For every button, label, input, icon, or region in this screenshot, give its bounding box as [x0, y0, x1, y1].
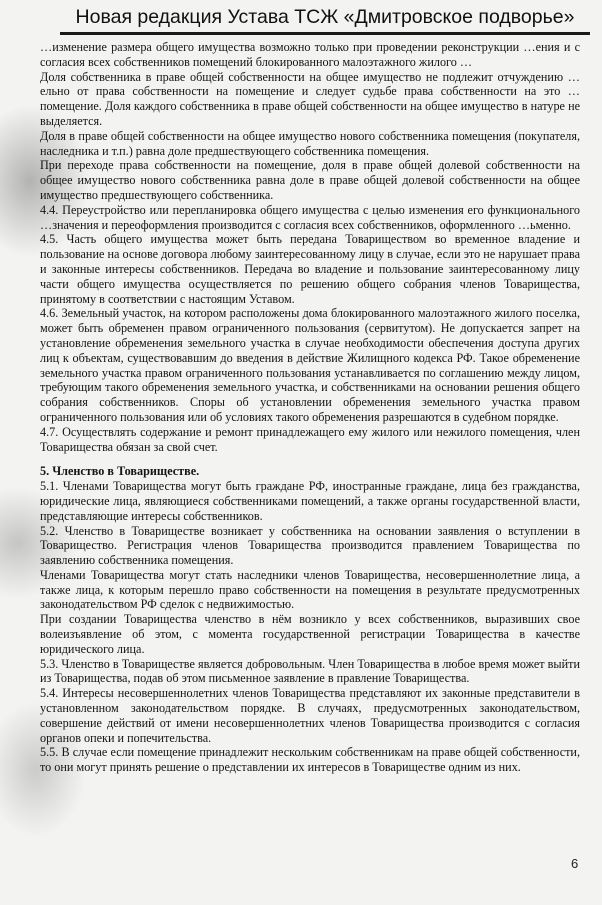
paragraph: 4.4. Переустройство или перепланировка общего имущества с целью изменения его функционального …значения и переоформления производится с согласия всех собственников, оформленного …ьменно. — [40, 202, 580, 232]
paragraph: При переходе права собственности на помещение, доля в праве общей долевой собственности на общее имущество нового собственника равна доле в праве общей долевой собственности на общее имущество предшествующего собственника. — [40, 158, 580, 202]
paragraph: 4.5. Часть общего имущества может быть передана Товариществом во временное владение и пользование на основе договора любому заинтересованному лицу в случае, если это не нарушает права и законные интересы собственников. Передача во владение и пользование заинтересованному лицу части общего имущества осуществляется по решению общего собрания членов Товарищества, принятому в соответствии с настоящим Уставом. — [40, 232, 580, 306]
paragraph: При создании Товарищества членство в нём возникло у всех собственников, выразивших свое волеизъявление об этом, с момента государственной регистрации Товарищества в качестве юридического лица. — [40, 612, 580, 656]
paragraph: 5.4. Интересы несовершеннолетних членов Товарищества представляют их законные представители в установленном законодательством порядке. В случаях, предусмотренных законодательством, совершение действий от имени несовершеннолетних членов Товарищества производится с согласия органов опеки и попечительства. — [40, 686, 580, 745]
paragraph: 4.6. Земельный участок, на котором расположены дома блокированного малоэтажного жилого поселка, может быть обременен правом ограниченного пользования (сервитутом). Не допускается запрет на установление обременения земельного участка в случае необходимости обеспечения доступа других лиц к объектам, существовавшим до введения в действие Жилищного кодекса РФ. Такое обременение земельного участка правом ограниченного пользования устанавливается по соглашению между лицом, требующим такого обременения земельного участка, и собственниками на основании решения общего собрания собственников. Споры об установлении обременения земельного участка правом ограниченного пользования или об условиях такого обременения разрешаются в судебном порядке. — [40, 306, 580, 424]
paragraph: 5.1. Членами Товарищества могут быть граждане РФ, иностранные граждане, лица без гражданства, юридические лица, являющиеся собственниками помещений, а также органы государственной власти, представляющие интересы собственников. — [40, 479, 580, 523]
paragraph: …изменение размера общего имущества возможно только при проведении реконструкции …ения и с согласия всех собственников помещений блокированного малоэтажного жилого … — [40, 40, 580, 69]
paragraph: 5.2. Членство в Товариществе возникает у собственника на основании заявления о вступлении в Товарищество. Регистрация членов Товарищества производится правлением Товарищества по заявлению собственника помещения. — [40, 523, 580, 568]
paragraph: 4.7. Осуществлять содержание и ремонт принадлежащего ему жилого или нежилого помещения, член Товарищества обязан за свой счет. — [40, 424, 580, 454]
paragraph: 5.5. В случае если помещение принадлежит нескольким собственникам на праве общей собственности, то они могут принять решение о представлении их интересов в Товариществе одним из них. — [40, 745, 580, 775]
document-header: Новая редакция Устава ТСЖ «Дмитровское подворье» — [60, 4, 590, 35]
paragraph: Доля в праве общей собственности на общее имущество нового собственника помещения (покупателя, наследника и т.п.) равна доле предшествующего собственника помещения. — [40, 128, 580, 158]
section-heading: 5. Членство в Товариществе. — [40, 464, 200, 479]
paragraph: Членами Товарищества могут стать наследники членов Товарищества, несовершеннолетние лица, а также лица, к которым перешло право собственности на помещения в результате предусмотренных законодательством РФ сделок с недвижимостью. — [40, 567, 580, 612]
page-number: 6 — [571, 856, 579, 871]
paragraph: Доля собственника в праве общей собственности на общее имущество не подлежит отчуждению …ельно от права собственности на помещение и следует судьбе права собственности на это …помещение. Доля каждого собственника в праве общей собственности на общее имущество в натуре не выделяется. — [40, 69, 580, 128]
document-body — [40, 40, 580, 775]
paragraph: 5.3. Членство в Товариществе является добровольным. Член Товарищества в любое время может выйти из Товарищества, подав об этом письменное заявление в правление Товарищества. — [40, 656, 580, 686]
